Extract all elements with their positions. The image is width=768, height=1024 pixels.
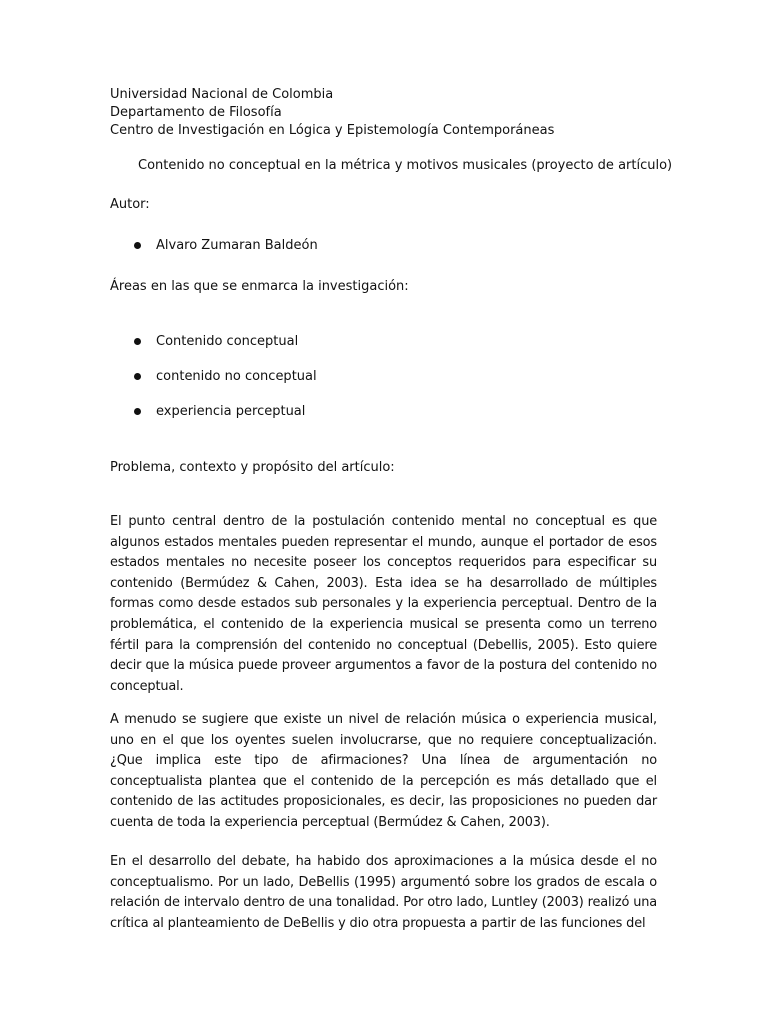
body-paragraph: El punto central dentro de la postulación contenido mental no conceptual es que algunos estados mentales pueden representar el mundo, aunque el portador de esos estados mentales no necesite poseer los conceptos requeridos para especificar su contenido (Bermúdez & Cahen, 2003). Esta idea se ha desarrollado de múltiples formas como desde estados sub personales y la experiencia perceptual. Dentro de la problemática, el contenido de la experiencia musical se presenta como un terreno fértil para la comprensión del contenido no conceptual (Debellis, 2005). Esto quiere decir que la música puede proveer argumentos a favor de la postura del contenido no conceptual.: [110, 514, 657, 694]
areas-label: Áreas en las que se enmarca la investigación:: [110, 279, 409, 294]
body-paragraph: En el desarrollo del debate, ha habido dos aproximaciones a la música desde el no conceptualismo. Por un lado, DeBellis (1995) argumentó sobre los grados de escala o relación de intervalo dentro de una tonalidad. Por otro lado, Luntley (2003) realizó una crítica al planteamiento de DeBellis y dio otra propuesta a partir de las funciones del: [110, 854, 657, 931]
problem-section-label: Problema, contexto y propósito del artículo:: [110, 460, 395, 475]
department-name: Departamento de Filosofía: [110, 105, 282, 120]
bullet-icon: [134, 242, 141, 249]
document-title: Contenido no conceptual en la métrica y motivos musicales (proyecto de artículo): [138, 158, 673, 173]
author-label: Autor:: [110, 197, 150, 212]
bullet-icon: [134, 408, 141, 415]
body-paragraph: A menudo se sugiere que existe un nivel de relación música o experiencia musical, uno en el que los oyentes suelen involucrarse, que no requiere conceptualización. ¿Que implica este tipo de afirmaciones? Una línea de argumentación no conceptualista plantea que el contenido de la percepción es más detallado que el contenido de las actitudes proposicionales, es decir, las proposiciones no pueden dar cuenta de toda la experiencia perceptual (Bermúdez & Cahen, 2003).: [110, 712, 657, 830]
institution-header: [110, 86, 554, 140]
area-label: Contenido conceptual: [156, 334, 299, 349]
bullet-icon: [134, 338, 141, 345]
author-name: Alvaro Zumaran Baldeón: [156, 238, 318, 253]
research-center-name: Centro de Investigación en Lógica y Epistemología Contemporáneas: [110, 123, 555, 138]
area-label: experiencia perceptual: [156, 404, 306, 419]
area-label: contenido no conceptual: [156, 369, 317, 384]
bullet-icon: [134, 373, 141, 380]
university-name: Universidad Nacional de Colombia: [110, 87, 334, 102]
